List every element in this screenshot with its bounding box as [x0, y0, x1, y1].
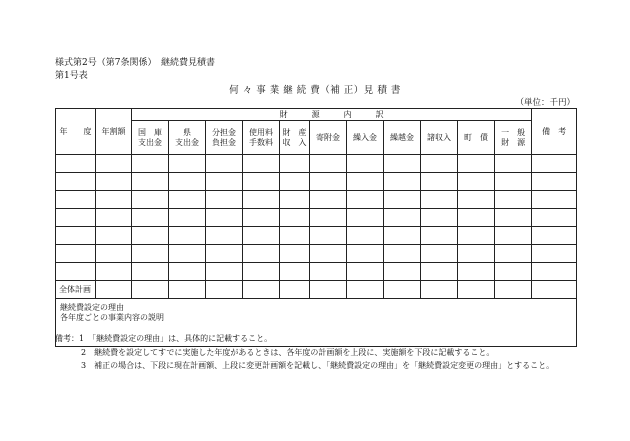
table-cell	[132, 245, 169, 263]
table-cell	[384, 245, 421, 263]
table-cell	[384, 155, 421, 173]
table-cell	[243, 227, 280, 245]
table-cell	[495, 281, 532, 299]
table-cell	[532, 227, 577, 245]
header-source-label: 繰越金	[390, 132, 414, 142]
table-cell	[421, 209, 458, 227]
table-cell	[169, 209, 206, 227]
notes	[55, 332, 554, 373]
table-cell	[56, 245, 96, 263]
table-row	[56, 173, 577, 191]
table-cell	[421, 281, 458, 299]
header-source-label: 手数料	[249, 137, 273, 147]
table-cell	[310, 281, 347, 299]
table-cell	[495, 245, 532, 263]
table-cell	[206, 227, 243, 245]
table-cell	[347, 173, 384, 191]
header-source-0	[132, 121, 169, 155]
table-cell	[206, 173, 243, 191]
table-cell	[132, 263, 169, 281]
table-cell	[532, 173, 577, 191]
header-source-2	[206, 121, 243, 155]
header-source-label: 財 産	[282, 127, 307, 137]
estimate-table	[55, 108, 577, 347]
header-remarks: 備 考	[532, 109, 577, 155]
table-cell	[243, 155, 280, 173]
table-cell	[169, 245, 206, 263]
total-row	[56, 281, 577, 299]
header-source-6	[347, 121, 384, 155]
table-cell	[132, 209, 169, 227]
table-cell	[243, 209, 280, 227]
table-cell	[206, 263, 243, 281]
header-source-10	[495, 121, 532, 155]
table-cell	[532, 263, 577, 281]
header-source-8	[421, 121, 458, 155]
table-cell	[384, 173, 421, 191]
table-cell	[206, 155, 243, 173]
table-cell	[56, 173, 96, 191]
table-cell	[169, 263, 206, 281]
table-cell	[532, 281, 577, 299]
table-cell	[169, 281, 206, 299]
header-source-label: 繰入金	[353, 132, 377, 142]
table-cell	[458, 155, 495, 173]
table-cell	[169, 173, 206, 191]
table-cell	[495, 227, 532, 245]
table-cell	[169, 155, 206, 173]
header-funding-breakdown: 財 源 内 訳	[132, 109, 532, 121]
table-cell	[310, 191, 347, 209]
table-cell	[495, 263, 532, 281]
note-3: 3 補正の場合は、下段に現在計画額、上段に変更計画額を記載し、「継続費設定の理由」を「継続費設定変更の理由」とすること。	[81, 361, 555, 370]
table-cell	[310, 245, 347, 263]
table-cell	[458, 263, 495, 281]
header-source-label: 使用料	[249, 127, 273, 137]
header-source-label: 分担金	[212, 127, 236, 137]
table-cell	[243, 263, 280, 281]
header-source-label: 収 入	[282, 137, 307, 147]
table-cell	[458, 191, 495, 209]
table-cell	[347, 245, 384, 263]
header-source-label: 支出金	[138, 137, 162, 147]
table-cell	[96, 263, 132, 281]
table-cell	[458, 173, 495, 191]
table-cell	[421, 173, 458, 191]
table-row	[56, 245, 577, 263]
header-source-label: 財 源	[501, 137, 526, 147]
table-cell	[495, 209, 532, 227]
table-cell	[421, 227, 458, 245]
table-cell	[310, 209, 347, 227]
table-cell	[206, 281, 243, 299]
header-source-label: 国 庫	[138, 127, 162, 137]
header-source-1	[169, 121, 206, 155]
table-cell	[421, 263, 458, 281]
table-cell	[243, 281, 280, 299]
table-row	[56, 227, 577, 245]
table-cell	[96, 209, 132, 227]
header-source-9	[458, 121, 495, 155]
table-cell	[310, 227, 347, 245]
table-cell	[458, 281, 495, 299]
table-cell	[310, 173, 347, 191]
table-cell	[280, 245, 310, 263]
table-cell	[56, 209, 96, 227]
table-cell	[458, 209, 495, 227]
table-cell	[56, 155, 96, 173]
table-cell	[280, 281, 310, 299]
table-cell	[280, 155, 310, 173]
table-cell	[384, 227, 421, 245]
table-cell	[347, 227, 384, 245]
table-number: 第1号表	[55, 71, 88, 81]
note-2: 2 継続費を設定してすでに実施した年度があるときは、各年度の計画額を上段に、実施額を下段に記載すること。	[81, 347, 495, 357]
total-label: 全体計画	[56, 281, 96, 299]
table-row	[56, 263, 577, 281]
table-cell	[458, 245, 495, 263]
document-title: 何 々 事 業 継 続 費（補 正）見 積 書	[229, 85, 401, 96]
table-cell	[384, 209, 421, 227]
table-cell	[280, 263, 310, 281]
table-row	[56, 191, 577, 209]
table-cell	[347, 209, 384, 227]
table-cell	[243, 191, 280, 209]
table-cell	[280, 173, 310, 191]
table-cell	[532, 245, 577, 263]
table-cell	[347, 191, 384, 209]
table-cell	[495, 155, 532, 173]
table-cell	[132, 281, 169, 299]
header-source-4	[280, 121, 310, 155]
table-cell	[96, 227, 132, 245]
table-cell	[310, 263, 347, 281]
table-cell	[347, 263, 384, 281]
table-cell	[310, 155, 347, 173]
table-cell	[347, 155, 384, 173]
table-cell	[532, 191, 577, 209]
table-cell	[132, 155, 169, 173]
table-cell	[56, 191, 96, 209]
table-cell	[384, 191, 421, 209]
table-cell	[56, 227, 96, 245]
table-cell	[421, 245, 458, 263]
table-cell	[132, 227, 169, 245]
table-cell	[421, 155, 458, 173]
table-cell	[280, 209, 310, 227]
table-cell	[280, 227, 310, 245]
table-row	[56, 155, 577, 173]
table-cell	[96, 173, 132, 191]
header-source-label: 町 債	[464, 132, 488, 142]
table-cell	[206, 209, 243, 227]
table-cell	[132, 191, 169, 209]
table-cell	[384, 281, 421, 299]
header-source-label: 一 般	[501, 127, 526, 137]
note-1: 備考：1 「継続費設定の理由」は、具体的に記載すること。	[55, 334, 273, 343]
table-cell	[532, 155, 577, 173]
table-cell	[96, 281, 132, 299]
unit-label: （単位：千円）	[515, 98, 575, 108]
table-cell	[458, 227, 495, 245]
table-cell	[132, 173, 169, 191]
table-cell	[243, 173, 280, 191]
header-source-label: 寄附金	[316, 132, 340, 142]
table-cell	[96, 191, 132, 209]
header-source-label: 負担金	[212, 137, 236, 147]
table-cell	[243, 245, 280, 263]
reason-text: 継続費設定の理由	[60, 303, 124, 312]
table-cell	[169, 191, 206, 209]
header-year: 年 度	[56, 109, 96, 155]
table-cell	[495, 173, 532, 191]
header-source-label: 支出金	[175, 137, 199, 147]
table-cell	[206, 245, 243, 263]
table-cell	[532, 209, 577, 227]
header-source-label: 県	[183, 127, 191, 137]
header-annual-amount: 年割額	[96, 109, 132, 155]
table-cell	[206, 191, 243, 209]
table-cell	[280, 191, 310, 209]
header-source-5	[310, 121, 347, 155]
form-label: 様式第2号（第7条関係） 継続費見積書	[55, 58, 215, 68]
table-cell	[384, 263, 421, 281]
table-cell	[169, 227, 206, 245]
header-source-7	[384, 121, 421, 155]
table-row	[56, 209, 577, 227]
table-cell	[96, 245, 132, 263]
table-cell	[56, 263, 96, 281]
header-source-3	[243, 121, 280, 155]
table-cell	[96, 155, 132, 173]
table-cell	[347, 281, 384, 299]
table-cell	[495, 191, 532, 209]
table-cell	[421, 191, 458, 209]
reason-text: 各年度ごとの事業内容の説明	[60, 313, 164, 322]
header-source-label: 諸収入	[427, 132, 451, 142]
